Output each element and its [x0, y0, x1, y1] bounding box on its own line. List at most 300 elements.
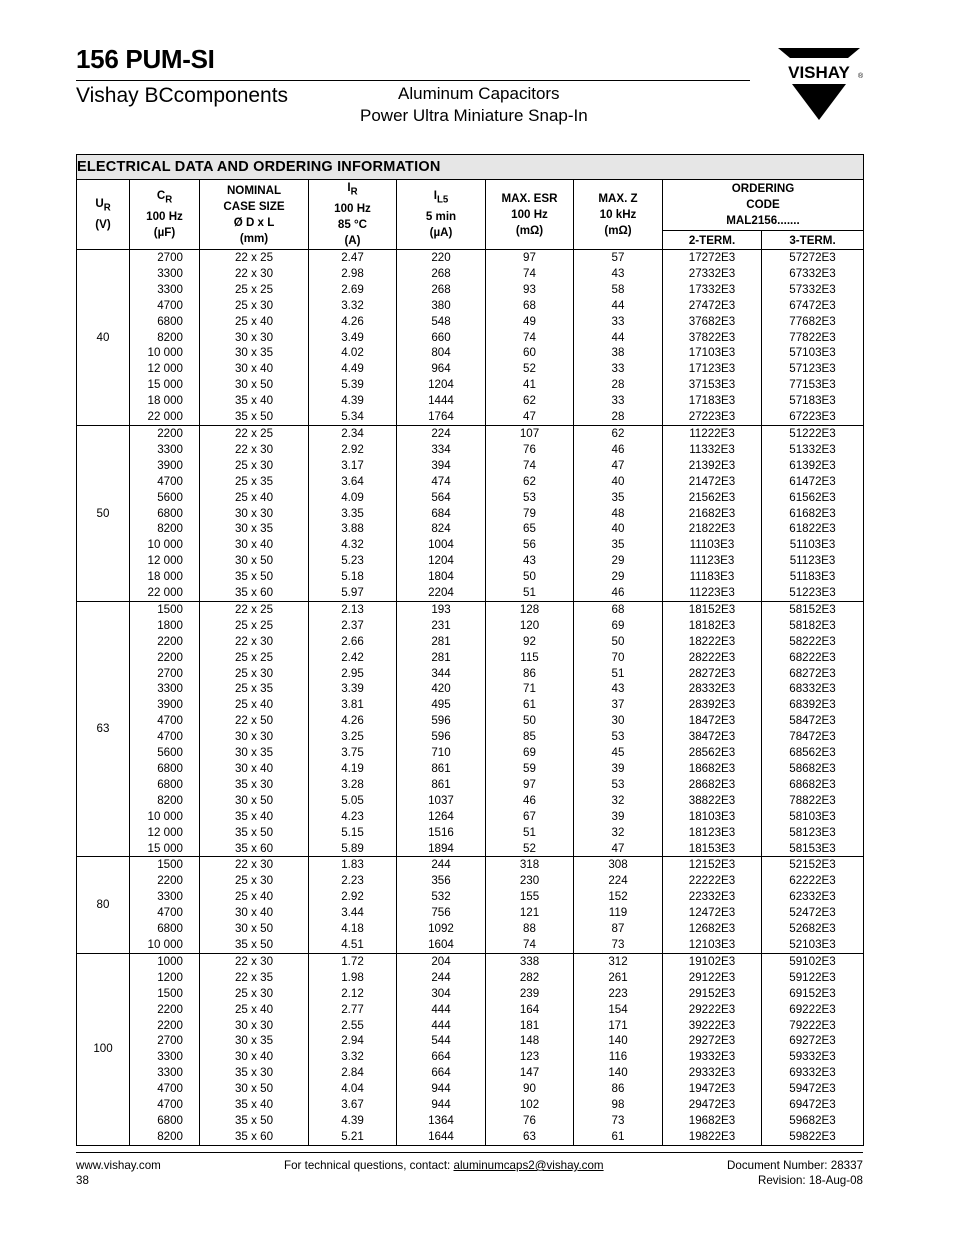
cell-z: 62 [574, 425, 663, 441]
cell-esr: 65 [486, 521, 574, 537]
cell-code3: 77822E3 [762, 330, 864, 346]
cell-esr: 155 [486, 889, 574, 905]
cell-il5: 1764 [397, 409, 486, 425]
cell-code2: 22222E3 [663, 873, 762, 889]
cell-il5: 380 [397, 298, 486, 314]
cell-code2: 11183E3 [663, 569, 762, 585]
cell-esr: 76 [486, 1113, 574, 1129]
cell-case: 30 x 50 [200, 553, 309, 569]
cell-case: 30 x 50 [200, 921, 309, 937]
cell-esr: 49 [486, 314, 574, 330]
cell-cap: 6800 [130, 1113, 200, 1129]
cell-case: 30 x 50 [200, 793, 309, 809]
cell-z: 261 [574, 970, 663, 986]
cell-code2: 37822E3 [663, 330, 762, 346]
cell-il5: 1516 [397, 825, 486, 841]
cell-il5: 1092 [397, 921, 486, 937]
footer-website[interactable]: www.vishay.com [76, 1159, 161, 1172]
section-title: ELECTRICAL DATA AND ORDERING INFORMATION [77, 155, 864, 180]
cell-ur: 100 [77, 953, 130, 1145]
cell-cap: 2200 [130, 1018, 200, 1034]
footer-left [76, 1158, 161, 1188]
cell-code3: 68222E3 [762, 650, 864, 666]
cell-code3: 52472E3 [762, 905, 864, 921]
cell-code3: 69152E3 [762, 986, 864, 1002]
cell-cap: 2200 [130, 873, 200, 889]
cell-ir: 2.37 [309, 618, 397, 634]
table-row [77, 986, 864, 1002]
table-row [77, 1033, 864, 1049]
cell-esr: 102 [486, 1097, 574, 1113]
cell-code3: 58472E3 [762, 713, 864, 729]
table-row [77, 937, 864, 953]
table-row [77, 650, 864, 666]
cell-cap: 12 000 [130, 553, 200, 569]
cell-il5: 1894 [397, 841, 486, 857]
table-row [77, 377, 864, 393]
cell-ir: 3.25 [309, 729, 397, 745]
cell-code3: 62222E3 [762, 873, 864, 889]
col-cr: $C_R$ 100 Hz (µF) [130, 180, 200, 250]
cell-cap: 12 000 [130, 825, 200, 841]
cell-case: 25 x 30 [200, 666, 309, 682]
table-row [77, 825, 864, 841]
cell-code2: 28332E3 [663, 681, 762, 697]
cell-case: 30 x 30 [200, 506, 309, 522]
cell-cap: 2700 [130, 1033, 200, 1049]
cell-case: 35 x 50 [200, 409, 309, 425]
cell-code2: 11223E3 [663, 585, 762, 601]
table-row [77, 618, 864, 634]
cell-cap: 10 000 [130, 537, 200, 553]
cell-code2: 28682E3 [663, 777, 762, 793]
cell-z: 98 [574, 1097, 663, 1113]
cell-il5: 861 [397, 777, 486, 793]
voltage-group [77, 425, 864, 601]
cell-cap: 6800 [130, 506, 200, 522]
cell-z: 51 [574, 666, 663, 682]
cell-code3: 58153E3 [762, 841, 864, 857]
voltage-group [77, 857, 864, 953]
cell-cap: 22 000 [130, 409, 200, 425]
cell-code3: 69472E3 [762, 1097, 864, 1113]
cell-ir: 3.17 [309, 458, 397, 474]
cell-case: 25 x 30 [200, 986, 309, 1002]
cell-ir: 5.34 [309, 409, 397, 425]
cell-il5: 281 [397, 650, 486, 666]
cell-z: 33 [574, 361, 663, 377]
cell-case: 35 x 50 [200, 1113, 309, 1129]
cell-ir: 3.75 [309, 745, 397, 761]
table-row [77, 458, 864, 474]
cell-z: 37 [574, 697, 663, 713]
cell-code3: 58222E3 [762, 634, 864, 650]
footer-email-link[interactable]: aluminumcaps2@vishay.com [453, 1159, 604, 1172]
cell-case: 25 x 30 [200, 298, 309, 314]
cell-ir: 3.67 [309, 1097, 397, 1113]
cell-cap: 18 000 [130, 569, 200, 585]
table-row [77, 793, 864, 809]
header-rule [76, 80, 750, 81]
table-row [77, 345, 864, 361]
cell-cap: 1500 [130, 601, 200, 617]
cell-cap: 3300 [130, 1049, 200, 1065]
table-row [77, 601, 864, 617]
cell-z: 47 [574, 458, 663, 474]
cell-case: 35 x 60 [200, 585, 309, 601]
cell-code3: 57183E3 [762, 393, 864, 409]
cell-code2: 17183E3 [663, 393, 762, 409]
cell-ir: 3.44 [309, 905, 397, 921]
cell-ir: 4.51 [309, 937, 397, 953]
table-row [77, 761, 864, 777]
cell-z: 53 [574, 729, 663, 745]
cell-case: 35 x 40 [200, 1097, 309, 1113]
cell-esr: 120 [486, 618, 574, 634]
cell-cap: 4700 [130, 298, 200, 314]
cell-il5: 304 [397, 986, 486, 1002]
cell-il5: 544 [397, 1033, 486, 1049]
cell-il5: 444 [397, 1002, 486, 1018]
cell-case: 35 x 40 [200, 809, 309, 825]
cell-esr: 85 [486, 729, 574, 745]
logo-text: VISHAY [788, 63, 850, 82]
cell-code2: 38472E3 [663, 729, 762, 745]
cell-case: 35 x 50 [200, 937, 309, 953]
table-row [77, 666, 864, 682]
voltage-group [77, 250, 864, 426]
cell-ir: 5.97 [309, 585, 397, 601]
table-row [77, 425, 864, 441]
cell-ir: 4.39 [309, 393, 397, 409]
cell-z: 45 [574, 745, 663, 761]
cell-ir: 3.88 [309, 521, 397, 537]
cell-ir: 4.18 [309, 921, 397, 937]
table-row [77, 905, 864, 921]
cell-il5: 944 [397, 1081, 486, 1097]
cell-esr: 74 [486, 458, 574, 474]
cell-code3: 67223E3 [762, 409, 864, 425]
cell-ur: 80 [77, 857, 130, 953]
cell-code2: 19332E3 [663, 1049, 762, 1065]
cell-esr: 121 [486, 905, 574, 921]
cell-ir: 2.95 [309, 666, 397, 682]
cell-esr: 56 [486, 537, 574, 553]
cell-esr: 88 [486, 921, 574, 937]
cell-esr: 43 [486, 553, 574, 569]
cell-esr: 74 [486, 937, 574, 953]
table-row [77, 921, 864, 937]
cell-ir: 2.42 [309, 650, 397, 666]
table-row [77, 298, 864, 314]
cell-ir: 4.49 [309, 361, 397, 377]
table-row [77, 266, 864, 282]
cell-code2: 37682E3 [663, 314, 762, 330]
cell-case: 25 x 35 [200, 474, 309, 490]
cell-il5: 1644 [397, 1129, 486, 1145]
cell-code3: 52682E3 [762, 921, 864, 937]
cell-ir: 5.89 [309, 841, 397, 857]
cell-cap: 18 000 [130, 393, 200, 409]
cell-z: 312 [574, 953, 663, 969]
cell-ir: 4.04 [309, 1081, 397, 1097]
cell-code3: 69272E3 [762, 1033, 864, 1049]
cell-z: 43 [574, 266, 663, 282]
footer-rule [76, 1152, 863, 1153]
cell-cap: 3900 [130, 697, 200, 713]
company-name: Vishay BCcomponents [76, 84, 289, 107]
cell-il5: 1204 [397, 377, 486, 393]
cell-ur: 63 [77, 601, 130, 857]
cell-cap: 6800 [130, 777, 200, 793]
cell-code2: 21822E3 [663, 521, 762, 537]
cell-il5: 220 [397, 250, 486, 266]
cell-case: 22 x 50 [200, 713, 309, 729]
cell-code2: 39222E3 [663, 1018, 762, 1034]
cell-case: 25 x 25 [200, 618, 309, 634]
table-row [77, 314, 864, 330]
col-ir: $I_R$ 100 Hz 85 °C (A) [309, 180, 397, 250]
cell-case: 22 x 25 [200, 425, 309, 441]
cell-z: 44 [574, 330, 663, 346]
cell-code2: 29472E3 [663, 1097, 762, 1113]
cell-ir: 5.21 [309, 1129, 397, 1145]
cell-esr: 318 [486, 857, 574, 873]
cell-cap: 15 000 [130, 841, 200, 857]
cell-code2: 12103E3 [663, 937, 762, 953]
cell-z: 119 [574, 905, 663, 921]
cell-cap: 3300 [130, 681, 200, 697]
cell-z: 28 [574, 377, 663, 393]
cell-cap: 8200 [130, 330, 200, 346]
table-row [77, 1129, 864, 1145]
cell-esr: 67 [486, 809, 574, 825]
cell-code3: 57123E3 [762, 361, 864, 377]
cell-esr: 71 [486, 681, 574, 697]
cell-code2: 19472E3 [663, 1081, 762, 1097]
cell-ir: 5.05 [309, 793, 397, 809]
table-row [77, 889, 864, 905]
cell-il5: 596 [397, 713, 486, 729]
cell-ir: 4.02 [309, 345, 397, 361]
cell-case: 30 x 30 [200, 729, 309, 745]
cell-code3: 61682E3 [762, 506, 864, 522]
cell-esr: 164 [486, 1002, 574, 1018]
table-row [77, 1002, 864, 1018]
cell-esr: 90 [486, 1081, 574, 1097]
cell-ir: 4.26 [309, 314, 397, 330]
cell-cap: 10 000 [130, 345, 200, 361]
cell-ir: 3.49 [309, 330, 397, 346]
cell-ir: 1.83 [309, 857, 397, 873]
table-row [77, 506, 864, 522]
cell-cap: 5600 [130, 490, 200, 506]
cell-case: 25 x 30 [200, 458, 309, 474]
cell-cap: 5600 [130, 745, 200, 761]
cell-code2: 27223E3 [663, 409, 762, 425]
footer-page-number: 38 [76, 1174, 89, 1187]
cell-esr: 60 [486, 345, 574, 361]
table-row [77, 330, 864, 346]
cell-cap: 8200 [130, 521, 200, 537]
footer-contact [284, 1158, 604, 1173]
cell-cap: 1200 [130, 970, 200, 986]
cell-cap: 3900 [130, 458, 200, 474]
cell-code2: 28562E3 [663, 745, 762, 761]
cell-il5: 532 [397, 889, 486, 905]
cell-il5: 231 [397, 618, 486, 634]
table-row [77, 490, 864, 506]
cell-cap: 1800 [130, 618, 200, 634]
table-row [77, 409, 864, 425]
cell-case: 30 x 40 [200, 761, 309, 777]
cell-cap: 1000 [130, 953, 200, 969]
cell-cap: 6800 [130, 921, 200, 937]
cell-il5: 334 [397, 442, 486, 458]
cell-esr: 93 [486, 282, 574, 298]
cell-code2: 17123E3 [663, 361, 762, 377]
cell-code3: 68562E3 [762, 745, 864, 761]
cell-code2: 18222E3 [663, 634, 762, 650]
cell-cap: 15 000 [130, 377, 200, 393]
cell-code3: 57332E3 [762, 282, 864, 298]
table-row [77, 1018, 864, 1034]
cell-code2: 18123E3 [663, 825, 762, 841]
cell-code2: 11103E3 [663, 537, 762, 553]
cell-code3: 51223E3 [762, 585, 864, 601]
cell-z: 30 [574, 713, 663, 729]
cell-il5: 664 [397, 1065, 486, 1081]
cell-case: 30 x 50 [200, 1081, 309, 1097]
cell-esr: 86 [486, 666, 574, 682]
cell-code3: 78472E3 [762, 729, 864, 745]
cell-z: 32 [574, 793, 663, 809]
cell-esr: 52 [486, 361, 574, 377]
cell-code2: 11332E3 [663, 442, 762, 458]
cell-z: 224 [574, 873, 663, 889]
cell-z: 223 [574, 986, 663, 1002]
cell-code3: 58152E3 [762, 601, 864, 617]
cell-z: 39 [574, 809, 663, 825]
cell-il5: 944 [397, 1097, 486, 1113]
cell-il5: 394 [397, 458, 486, 474]
cell-ir: 5.39 [309, 377, 397, 393]
cell-code3: 51183E3 [762, 569, 864, 585]
table-row [77, 553, 864, 569]
cell-ir: 2.92 [309, 442, 397, 458]
table-row [77, 521, 864, 537]
cell-case: 25 x 25 [200, 282, 309, 298]
cell-z: 140 [574, 1065, 663, 1081]
cell-z: 58 [574, 282, 663, 298]
cell-ir: 5.23 [309, 553, 397, 569]
cell-ir: 2.77 [309, 1002, 397, 1018]
cell-cap: 4700 [130, 713, 200, 729]
cell-z: 47 [574, 841, 663, 857]
cell-cap: 4700 [130, 1081, 200, 1097]
cell-case: 22 x 30 [200, 953, 309, 969]
cell-esr: 61 [486, 697, 574, 713]
cell-code3: 57103E3 [762, 345, 864, 361]
cell-z: 154 [574, 1002, 663, 1018]
cell-case: 35 x 40 [200, 393, 309, 409]
table-row [77, 442, 864, 458]
cell-code3: 52152E3 [762, 857, 864, 873]
cell-code2: 28272E3 [663, 666, 762, 682]
cell-esr: 338 [486, 953, 574, 969]
cell-esr: 128 [486, 601, 574, 617]
cell-ir: 2.66 [309, 634, 397, 650]
cell-il5: 1364 [397, 1113, 486, 1129]
cell-case: 35 x 30 [200, 1065, 309, 1081]
cell-code2: 27472E3 [663, 298, 762, 314]
cell-il5: 268 [397, 282, 486, 298]
cell-code3: 58103E3 [762, 809, 864, 825]
cell-esr: 51 [486, 825, 574, 841]
col-ordering-code: ORDERING CODE MAL2156....... [663, 180, 864, 231]
cell-z: 70 [574, 650, 663, 666]
cell-ir: 5.15 [309, 825, 397, 841]
cell-case: 30 x 50 [200, 377, 309, 393]
cell-code3: 77682E3 [762, 314, 864, 330]
table-row [77, 634, 864, 650]
cell-ur: 40 [77, 250, 130, 426]
cell-cap: 6800 [130, 761, 200, 777]
col-ur: $U_R$ (V) [77, 180, 130, 250]
cell-esr: 92 [486, 634, 574, 650]
cell-code2: 18472E3 [663, 713, 762, 729]
cell-case: 30 x 40 [200, 537, 309, 553]
cell-esr: 74 [486, 330, 574, 346]
cell-ir: 2.47 [309, 250, 397, 266]
table-row [77, 970, 864, 986]
table-row [77, 777, 864, 793]
cell-z: 39 [574, 761, 663, 777]
cell-esr: 62 [486, 393, 574, 409]
cell-code3: 68682E3 [762, 777, 864, 793]
cell-code3: 58182E3 [762, 618, 864, 634]
cell-z: 38 [574, 345, 663, 361]
cell-il5: 964 [397, 361, 486, 377]
cell-il5: 548 [397, 314, 486, 330]
cell-ir: 3.39 [309, 681, 397, 697]
cell-il5: 861 [397, 761, 486, 777]
table-row [77, 1081, 864, 1097]
cell-esr: 76 [486, 442, 574, 458]
cell-il5: 1804 [397, 569, 486, 585]
cell-il5: 824 [397, 521, 486, 537]
cell-code2: 11123E3 [663, 553, 762, 569]
cell-cap: 2200 [130, 650, 200, 666]
cell-code2: 29332E3 [663, 1065, 762, 1081]
cell-case: 30 x 40 [200, 905, 309, 921]
cell-code2: 18152E3 [663, 601, 762, 617]
cell-code3: 59682E3 [762, 1113, 864, 1129]
cell-il5: 193 [397, 601, 486, 617]
cell-z: 40 [574, 521, 663, 537]
cell-z: 35 [574, 537, 663, 553]
cell-esr: 59 [486, 761, 574, 777]
cell-case: 30 x 40 [200, 1049, 309, 1065]
cell-case: 25 x 40 [200, 490, 309, 506]
cell-code2: 28222E3 [663, 650, 762, 666]
cell-esr: 52 [486, 841, 574, 857]
cell-cap: 12 000 [130, 361, 200, 377]
cell-code2: 22332E3 [663, 889, 762, 905]
cell-code2: 12472E3 [663, 905, 762, 921]
cell-il5: 684 [397, 506, 486, 522]
cell-case: 30 x 35 [200, 745, 309, 761]
